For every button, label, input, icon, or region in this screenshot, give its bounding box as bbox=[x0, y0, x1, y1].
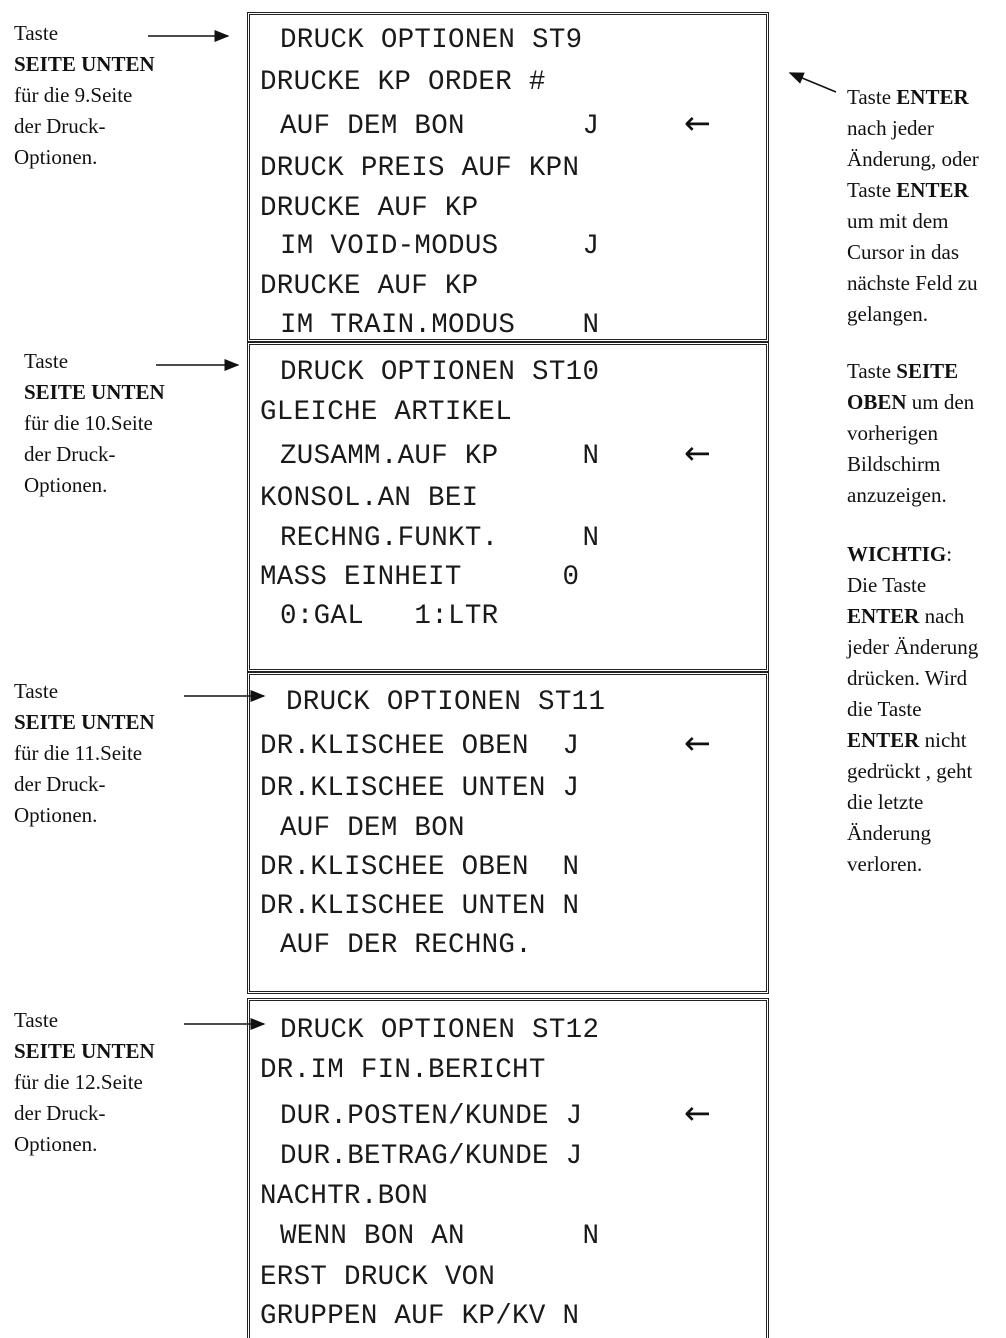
right-note-seite-oben bbox=[847, 356, 974, 511]
note-key: ENTER bbox=[896, 85, 969, 109]
screen-row: 0:GAL 1:LTR bbox=[280, 601, 499, 632]
screen-row: AUF DER RECHNG. bbox=[280, 930, 533, 961]
right-note-wichtig bbox=[847, 539, 978, 880]
screen-row: NACHTR.BON bbox=[260, 1181, 429, 1212]
note-key: SEITE UNTEN bbox=[14, 1039, 155, 1063]
screen-row: DRUCKE KP ORDER # bbox=[260, 67, 546, 98]
note-line: Cursor in das bbox=[847, 240, 959, 264]
screen-row: DR.KLISCHEE OBEN N bbox=[260, 852, 580, 883]
note-line: anzuzeigen. bbox=[847, 483, 947, 507]
screen-title: DRUCK OPTIONEN ST9 bbox=[280, 25, 583, 56]
note-key: ENTER bbox=[847, 604, 920, 628]
note-line bbox=[847, 539, 978, 570]
right-note-enter bbox=[847, 82, 979, 330]
note-line: verloren. bbox=[847, 852, 923, 876]
note-line: Taste bbox=[14, 679, 59, 703]
note-text: Taste bbox=[847, 85, 897, 109]
note-key: WICHTIG bbox=[847, 542, 947, 566]
screen-st9 bbox=[247, 12, 769, 342]
note-line: um mit dem bbox=[847, 209, 949, 233]
note-line: Taste bbox=[24, 349, 69, 373]
note-text: : bbox=[946, 542, 953, 566]
note-line bbox=[847, 387, 974, 418]
note-key: SEITE UNTEN bbox=[24, 380, 165, 404]
note-line: die letzte bbox=[847, 790, 924, 814]
cursor-arrow-icon: ← bbox=[684, 724, 711, 762]
note-line: vorherigen bbox=[847, 421, 938, 445]
note-line: Optionen. bbox=[14, 145, 98, 169]
note-line bbox=[847, 725, 978, 756]
arrow-enter-note bbox=[790, 73, 836, 92]
note-key: SEITE bbox=[896, 359, 959, 383]
note-line: für die 12.Seite bbox=[14, 1070, 143, 1094]
left-note-st11 bbox=[14, 676, 155, 831]
screen-row: GRUPPEN AUF KP/KV N bbox=[260, 1301, 580, 1332]
note-line: der Druck- bbox=[14, 772, 106, 796]
screen-row: ERST DRUCK VON bbox=[260, 1262, 496, 1293]
note-line: jeder Änderung bbox=[847, 635, 979, 659]
note-line bbox=[847, 82, 979, 113]
note-key: ENTER bbox=[896, 178, 969, 202]
screen-st11 bbox=[247, 672, 769, 994]
note-line: für die 9.Seite bbox=[14, 83, 133, 107]
screen-row: DR.KLISCHEE OBEN J bbox=[260, 731, 580, 762]
screen-row: DRUCK PREIS AUF KPN bbox=[260, 153, 580, 184]
note-line: drücken. Wird bbox=[847, 666, 968, 690]
note-line: gelangen. bbox=[847, 302, 929, 326]
note-line: der Druck- bbox=[14, 114, 106, 138]
screen-row: AUF DEM BON J bbox=[280, 111, 600, 142]
screen-row: MASS EINHEIT 0 bbox=[260, 562, 580, 593]
note-line: Taste bbox=[14, 1008, 59, 1032]
screen-st12 bbox=[247, 998, 769, 1338]
screen-row: DR.KLISCHEE UNTEN N bbox=[260, 891, 580, 922]
note-text: nicht bbox=[919, 728, 967, 752]
note-line: der Druck- bbox=[24, 442, 116, 466]
note-key: SEITE UNTEN bbox=[14, 52, 155, 76]
cursor-arrow-icon: ← bbox=[684, 1094, 711, 1132]
note-line: Taste bbox=[14, 21, 59, 45]
screen-row: DR.IM FIN.BERICHT bbox=[260, 1055, 546, 1086]
screen-row: AUF DEM BON bbox=[280, 813, 465, 844]
note-line: für die 11.Seite bbox=[14, 741, 143, 765]
left-note-st10 bbox=[24, 346, 165, 501]
note-line bbox=[847, 601, 978, 632]
screen-title: DRUCK OPTIONEN ST11 bbox=[286, 687, 606, 718]
note-key: SEITE UNTEN bbox=[14, 710, 155, 734]
note-text: Taste bbox=[847, 178, 897, 202]
screen-row: DR.KLISCHEE UNTEN J bbox=[260, 773, 580, 804]
screen-st10 bbox=[247, 342, 769, 672]
screen-row: KONSOL.AN BEI bbox=[260, 483, 479, 514]
note-line bbox=[847, 356, 974, 387]
note-line: Änderung, oder bbox=[847, 147, 979, 171]
screen-title: DRUCK OPTIONEN ST10 bbox=[280, 357, 600, 388]
note-line: Bildschirm bbox=[847, 452, 941, 476]
note-line: nächste Feld zu bbox=[847, 271, 978, 295]
screen-row: DUR.BETRAG/KUNDE J bbox=[280, 1141, 583, 1172]
left-note-st9 bbox=[14, 18, 155, 173]
note-text: Taste bbox=[847, 359, 897, 383]
screen-row: DRUCKE AUF KP bbox=[260, 193, 479, 224]
note-line: Änderung bbox=[847, 821, 931, 845]
screen-row: IM TRAIN.MODUS N bbox=[280, 310, 600, 341]
note-line: der Druck- bbox=[14, 1101, 106, 1125]
note-key: ENTER bbox=[847, 728, 920, 752]
cursor-arrow-icon: ← bbox=[684, 434, 711, 472]
screen-row: DRUCKE AUF KP bbox=[260, 271, 479, 302]
note-line: die Taste bbox=[847, 697, 922, 721]
note-line: nach jeder bbox=[847, 116, 934, 140]
note-line: Die Taste bbox=[847, 573, 927, 597]
note-line bbox=[847, 175, 979, 206]
note-line: Optionen. bbox=[24, 473, 108, 497]
note-key: OBEN bbox=[847, 390, 907, 414]
note-line: Optionen. bbox=[14, 803, 98, 827]
screen-title: DRUCK OPTIONEN ST12 bbox=[280, 1015, 600, 1046]
note-line: gedrückt , geht bbox=[847, 759, 973, 783]
note-text: um den bbox=[906, 390, 975, 414]
cursor-arrow-icon: ← bbox=[684, 104, 711, 142]
screen-row: WENN BON AN N bbox=[280, 1221, 600, 1252]
note-text: nach bbox=[919, 604, 965, 628]
screen-row: RECHNG.FUNKT. N bbox=[280, 523, 600, 554]
screen-row: DUR.POSTEN/KUNDE J bbox=[280, 1101, 583, 1132]
screen-row: ZUSAMM.AUF KP N bbox=[280, 441, 600, 472]
left-note-st12 bbox=[14, 1005, 155, 1160]
note-line: für die 10.Seite bbox=[24, 411, 153, 435]
note-line: Optionen. bbox=[14, 1132, 98, 1156]
screen-row: IM VOID-MODUS J bbox=[280, 231, 600, 262]
screen-row: GLEICHE ARTIKEL bbox=[260, 397, 513, 428]
